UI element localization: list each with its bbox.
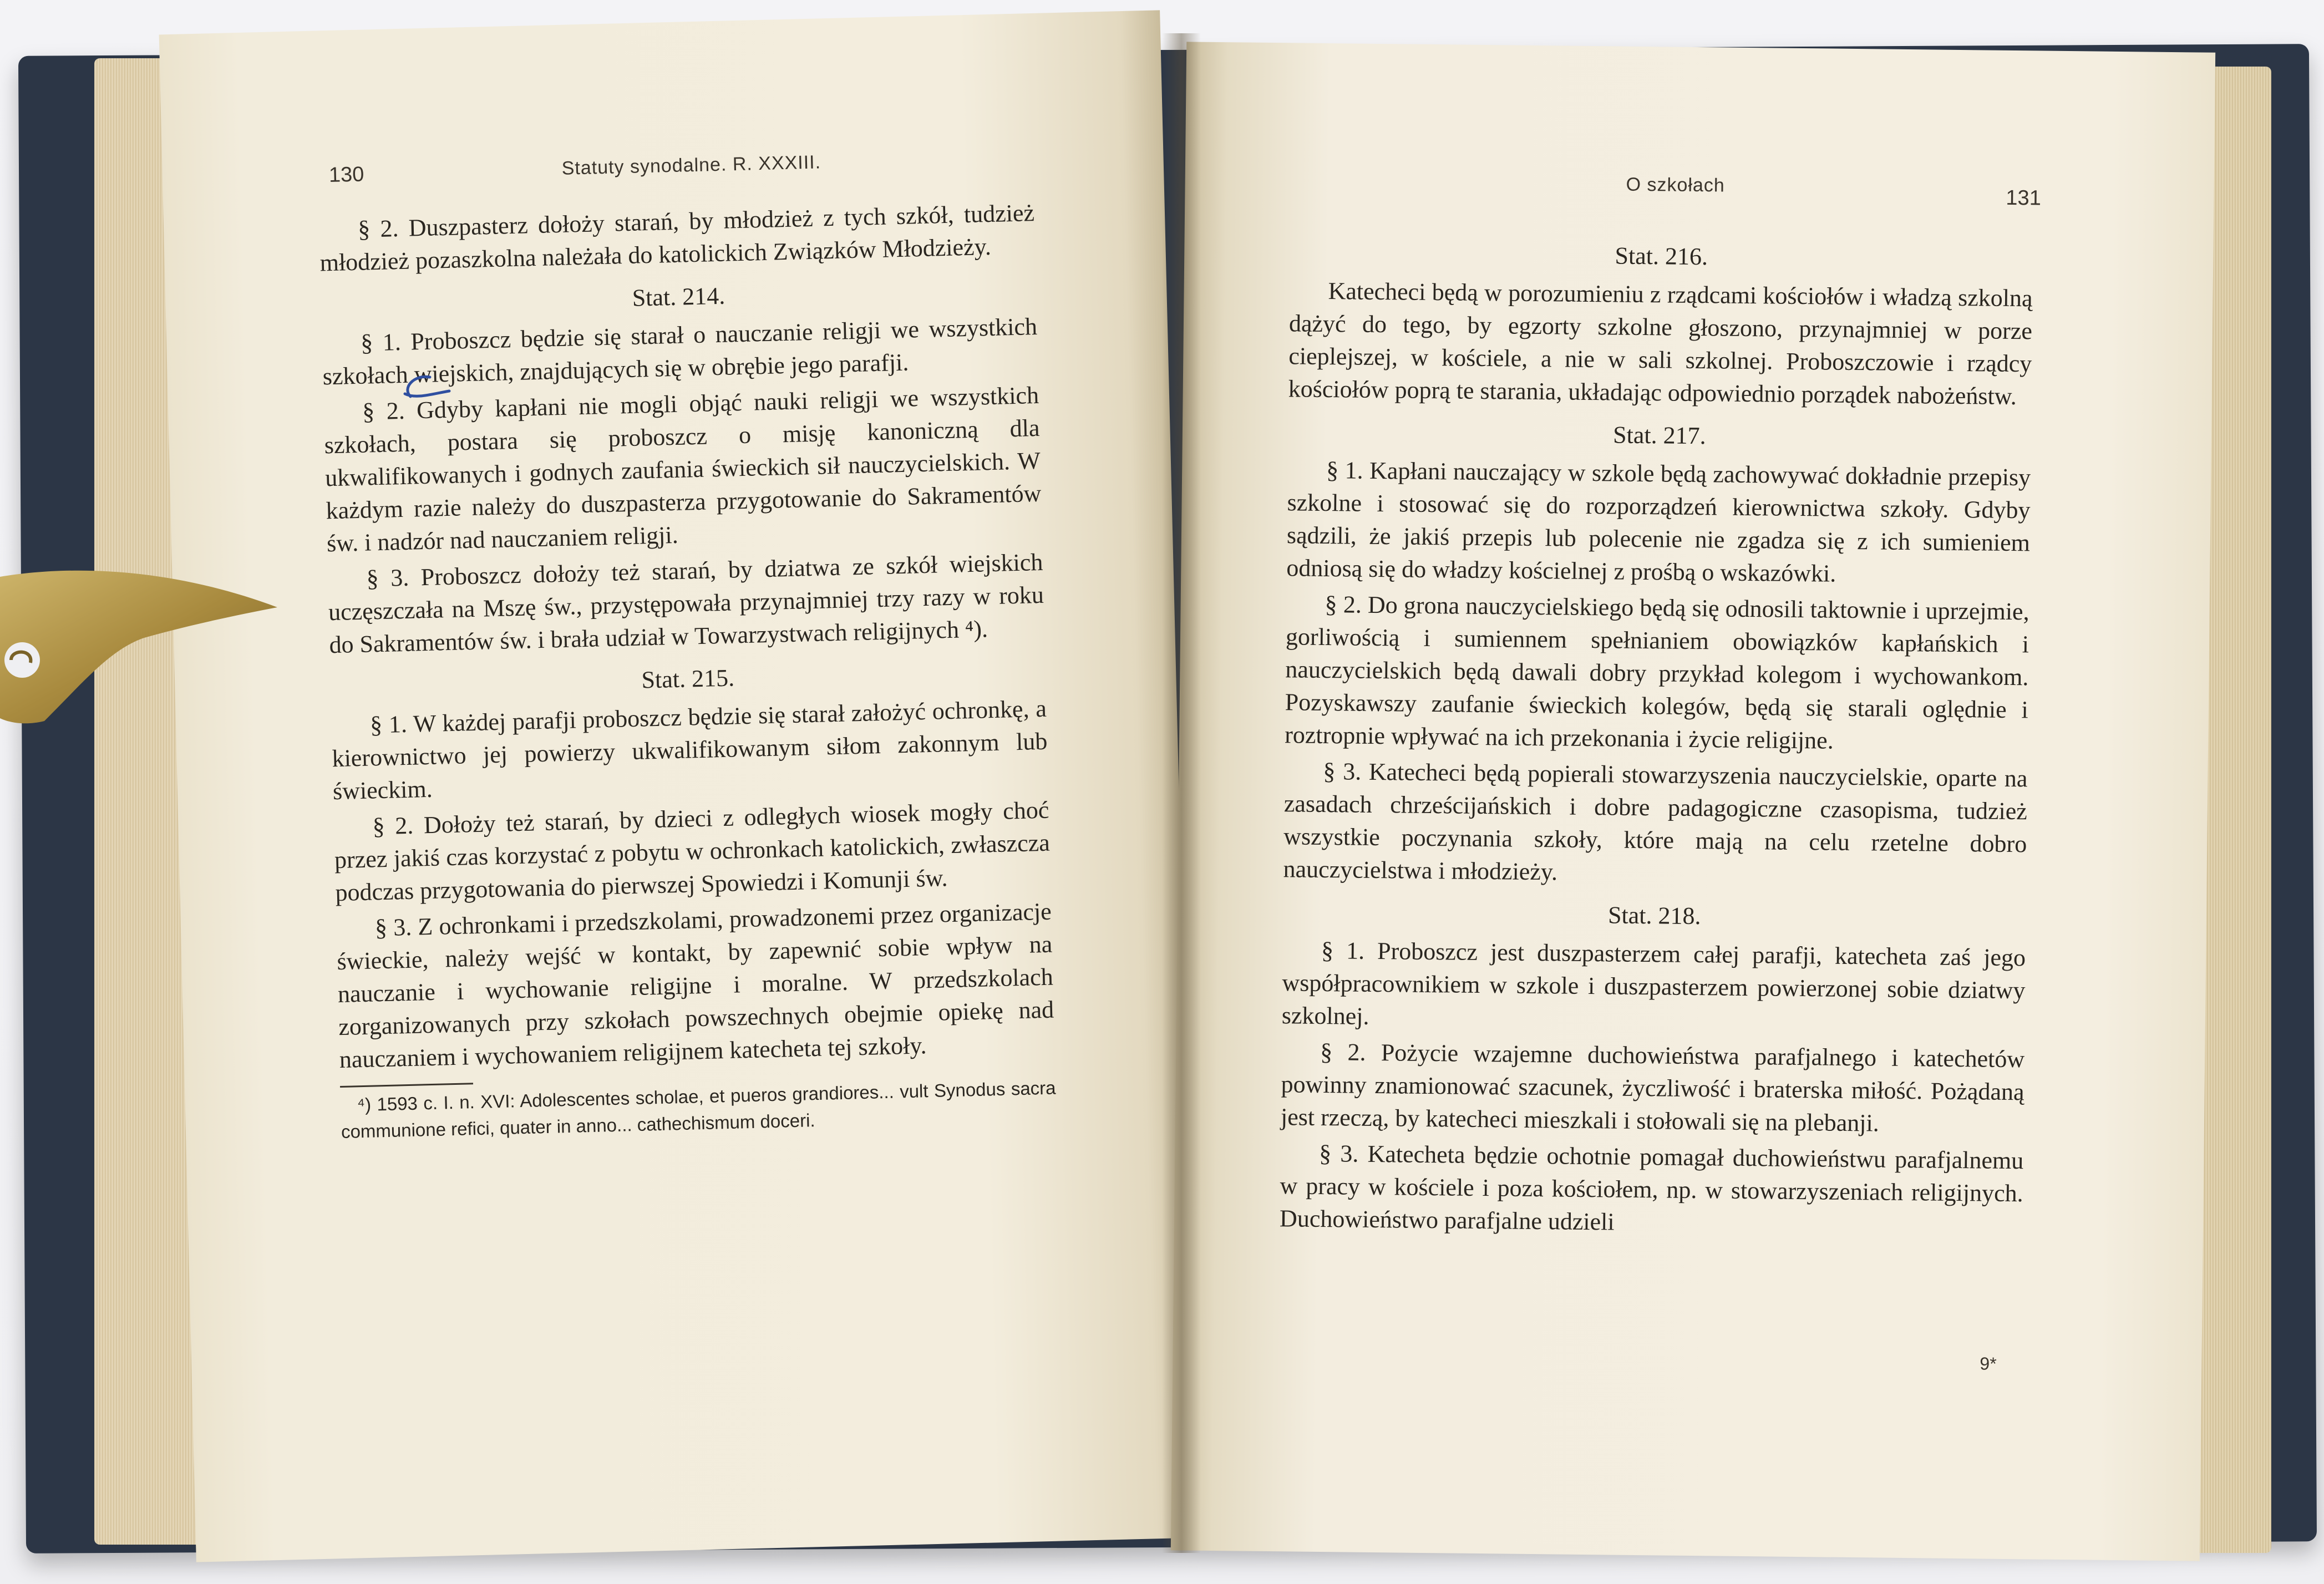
statute-paragraph: § 2. Do grona nauczycielskiego będą się odnosili taktownie i uprzejmie, gorliwością i sumiennem spełnianiem obowiązków kapłańskich i nauczycielskich będą dawali dobry przykład kolegom i wychowankom. Pozyskawszy zaufanie świeckich kolegów, będą się starali oględnie i roztropnie wpływać na ich przekonania i życie religijne. <box>1284 591 2029 754</box>
statute-heading: Stat. 214. <box>632 282 725 312</box>
left-page-body <box>319 196 1057 1145</box>
brass-bookmark-icon <box>0 555 288 738</box>
statute-paragraph: § 3. Katecheci będą popierali stowarzyszenia nauczycielskie, oparte na zasadach chrześcijańskich i dobre padagogiczne czasopisma, tudzież wszystkie poczynania szkoły, które mają na celu rzetelne dobro nauczycielstwa i młodzieży. <box>1283 758 2028 886</box>
statute-paragraph: § 2. Duszpasterz dołoży starań, by młodzież z tych szkół, tudzież młodzież pozaszkolna należała do katolickich Związków Młodzieży. <box>319 199 1035 277</box>
right-page-body <box>1280 226 2033 1246</box>
statute-paragraph: § 2. Dołoży też starań, by dzieci z odległych wiosek mogły choć przez jakiś czas korzystać z pobytu w ochronkach katolickich, zwłaszcza podczas przygotowania do pierwszej Spowiedzi i Komunji św. <box>334 796 1051 907</box>
pen-mark-icon <box>399 366 471 405</box>
left-page-number: 130 <box>328 163 364 187</box>
statute-heading: Stat. 215. <box>641 664 735 694</box>
statute-paragraph: § 1. Proboszcz jest duszpasterzem całej parafji, katecheta zaś jego współpracownikiem w szkole i duszpasterzem powierzonej sobie dziatwy szkolnej. <box>1281 936 2026 1030</box>
statute-paragraph: § 1. Kapłani nauczający w szkole będą zachowywać dokładnie przepisy szkolne i stosować się do rozporządzeń kierownictwa szkoły. Gdyby sądzili, że jakiś przepis lub polecenie nie zgadza się z ich sumieniem odniosą się do władzy kościelnej z prośbą o wskazówki. <box>1286 456 2031 587</box>
signature-mark: 9* <box>1980 1353 1997 1374</box>
left-page <box>159 10 1197 1562</box>
statute-paragraph: § 1. Proboszcz będzie się starał o nauczanie religji we wszystkich szkołach wiejskich, znajdujących się w obrębie jego parafji. <box>322 312 1038 390</box>
statute-paragraph: § 3. Z ochronkami i przedszkolami, prowadzonemi przez organizacje świeckie, należy wejść w kontakt, by zapewnić sobie wpływ na nauczanie i wychowanie religijne i moralne. W przedszkolach zorganizowanych przy szkołach powszechnych obejmie opiekę nad nauczaniem i wychowaniem religijnem katecheta tej szkoły. <box>336 897 1054 1074</box>
statute-heading: Stat. 217. <box>1612 421 1706 450</box>
book-gutter-shadow <box>1162 33 1201 1553</box>
statute-paragraph: § 1. W każdej parafji proboszcz będzie się starał założyć ochronkę, a kierownictwo jej powierzy ukwalifikowanym siłom zakonnym lub świeckim. <box>331 694 1048 805</box>
right-running-head: O szkołach <box>1626 174 1726 196</box>
statute-heading: Stat. 218. <box>1607 901 1701 930</box>
statute-paragraph: § 3. Katecheta będzie ochotnie pomagał duchowieństwu parafjalnemu w pracy w kościele i poza kościołem, np. w stowarzyszeniach religijnych. Duchowieństwo parafjalne udzieli <box>1279 1139 2024 1236</box>
statute-paragraph: § 2. Pożycie wzajemne duchowieństwa parafjalnego i katechetów powinny znamionować szacunek, życzliwość i braterska miłość. Pożądaną jest rzeczą, by katecheci mieszkali i stołowali się na plebanji. <box>1280 1038 2025 1137</box>
statute-paragraph: § 3. Proboszcz dołoży też starań, by dziatwa ze szkół wiejskich uczęszczała na Mszę św., przystępowała przynajmniej trzy razy w roku do Sakramentów św. i brała udział w Towarzystwach religijnych ⁴). <box>328 548 1044 659</box>
statute-paragraph: § 2. Gdyby kapłani nie mogli objąć nauki religji we wszystkich szkołach, postara się proboszcz o misję kanoniczną dla ukwalifikowanych i godnych zaufania świeckich sił nauczycielskich. W każdym razie należy do duszpasterza przygotowanie do Sakramentów św. i nadzór nad nauczaniem religji. <box>324 381 1042 557</box>
right-page-number: 131 <box>2006 186 2042 210</box>
statute-paragraph: Katecheci będą w porozumieniu z rządcami kościołów i władzą szkolną dążyć do tego, by egzorty szkolne głoszono, przynajmniej w porze cieplejszej, w kościele, a nie w sali szkolnej. Proboszczowie i rządcy kościołów poprą te starania, układając odpowiednio porządek nabożeństw. <box>1288 277 2033 410</box>
footnote-rule <box>340 1083 473 1088</box>
footnote: ⁴) 1593 c. I. n. XVI: Adolescentes scholae, et pueros grandiores... vult Synodus sacra communione refici, quater in anno... cathechismum doceri. <box>341 1077 1056 1143</box>
statute-heading: Stat. 216. <box>1615 242 1708 271</box>
right-page <box>1171 42 2215 1561</box>
left-running-head: Statuty synodalne. R. XXXIII. <box>561 151 821 179</box>
